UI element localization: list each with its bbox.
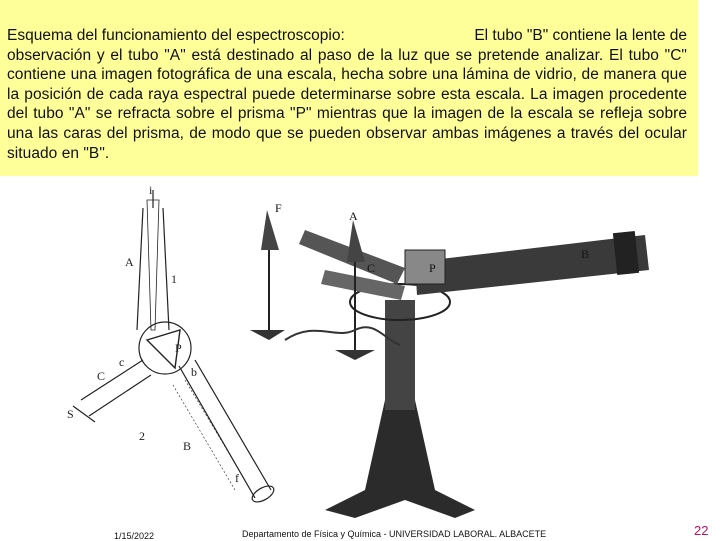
label-b-small: b bbox=[191, 365, 197, 379]
spectroscope-engraving bbox=[250, 210, 649, 518]
label-i: i bbox=[149, 183, 153, 197]
caption-lead: Esquema del funcionamiento del espectroscopio: bbox=[7, 27, 345, 44]
footer-department: Departamento de Física y Química - UNIVERSIDAD LABORAL. ALBACETE bbox=[242, 529, 547, 539]
caption-body: observación y el tubo "A" está destinado al paso de la luz que se pretende analizar. El tubo "C" contiene una imagen fotográfica de una escala, hecha sobre una lámina de vidrio, de manera que la posición de cada raya espectral puede determinarse sobre esta escala. La imagen procedente del tubo "A" se refracta sobre el prisma "P" mientras que la imagen de la escala se refleja sobre una las caras del prisma, de modo que se pueden observar ambas imágenes a través del ocular situado en "B". bbox=[7, 46, 687, 162]
label-c-photo: C bbox=[367, 261, 376, 275]
label-1: 1 bbox=[171, 272, 177, 286]
page-number: 22 bbox=[694, 523, 709, 538]
schematic-labels bbox=[67, 183, 239, 485]
spectroscope-illustration bbox=[55, 180, 685, 520]
label-b-photo: B bbox=[581, 247, 590, 261]
label-p-photo: P bbox=[429, 261, 436, 275]
label-a-photo: A bbox=[349, 209, 358, 223]
label-f-small: f bbox=[235, 471, 239, 485]
label-c-small: c bbox=[119, 355, 125, 369]
label-tube-c: C bbox=[97, 369, 106, 383]
label-tube-a: A bbox=[125, 255, 134, 269]
label-f-cap: F bbox=[275, 201, 282, 215]
label-tube-b: B bbox=[183, 439, 192, 453]
caption-first-line bbox=[7, 26, 687, 46]
label-prism-p: P bbox=[175, 341, 182, 355]
label-2: 2 bbox=[139, 429, 145, 443]
label-s: S bbox=[67, 407, 74, 421]
footer-date: 1/15/2022 bbox=[114, 531, 155, 541]
caption-rest-line1: El tubo "B" contiene la lente de bbox=[474, 27, 687, 44]
